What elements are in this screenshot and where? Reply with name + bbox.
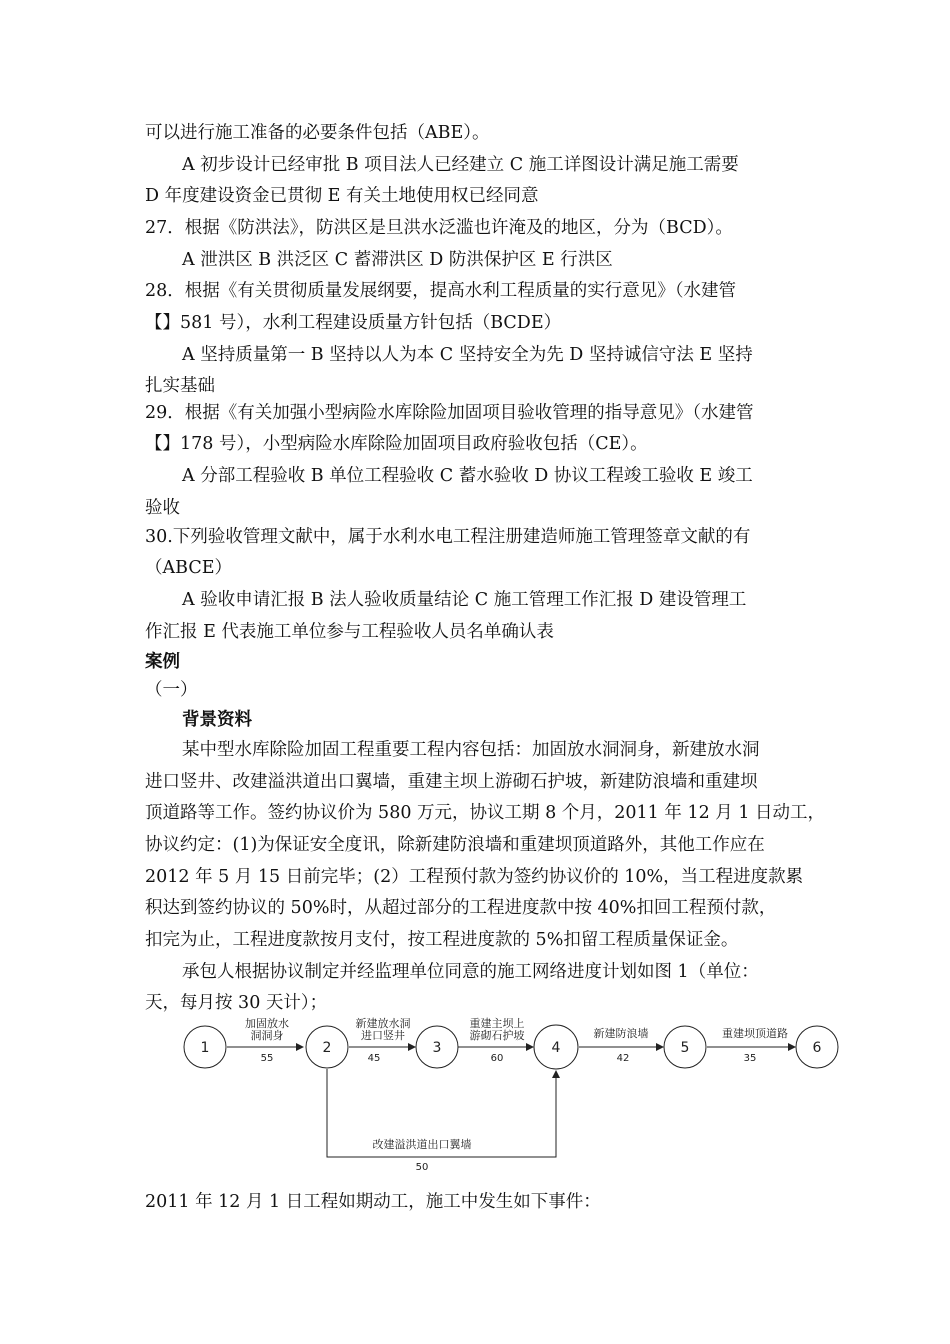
- activity-label: 重建坝顶道路: [722, 1027, 788, 1040]
- option-line: A 坚持质量第一 B 坚持以人为本 C 坚持安全为先 D 坚持诚信守法 E 坚持: [182, 345, 753, 365]
- activity-label: 改建溢洪道出口翼墙: [372, 1138, 472, 1151]
- svg-text:5: 5: [680, 1040, 690, 1056]
- paragraph-line: 承包人根据协议制定并经监理单位同意的施工网络进度计划如图 1（单位：: [182, 962, 759, 982]
- paragraph-line: 积达到签约协议的 50%时，从超过部分的工程进度款中按 40%扣回工程预付款，: [145, 898, 777, 918]
- activity-label: 重建主坝上: [469, 1017, 525, 1030]
- network-diagram: [175, 1012, 855, 1177]
- activity-duration: 45: [367, 1053, 381, 1064]
- text-line: 【】178 号），小型病险水库除险加固项目政府验收包括（CE）。: [145, 434, 648, 454]
- svg-text:1: 1: [200, 1040, 210, 1056]
- paragraph-line: 天，每月按 30 天计）；: [145, 993, 328, 1013]
- activity-label: 新建放水洞: [355, 1017, 411, 1030]
- question-29: 29．根据《有关加强小型病险水库除险加固项目验收管理的指导意见》（水建管: [145, 403, 754, 423]
- text-line: 【】581 号），水利工程建设质量方针包括（BCDE）: [145, 313, 562, 333]
- paragraph-line: 顶道路等工作。签约协议价为 580 万元，协议工期 8 个月，2011 年 12 月 1 日动工，: [145, 803, 826, 823]
- activity-label: 洞洞身: [250, 1029, 284, 1042]
- svg-text:4: 4: [551, 1040, 561, 1056]
- node-2: [306, 1026, 348, 1068]
- option-line: 作汇报 E 代表施工单位参与工程验收人员名单确认表: [145, 622, 554, 642]
- paragraph-line: 2012 年 5 月 15 日前完毕；(2）工程预付款为签约协议价的 10%，当工程进度款累: [145, 867, 804, 887]
- question-30: 30.下列验收管理文献中，属于水利水电工程注册建造师施工管理签章文献的有: [145, 527, 751, 547]
- activity-label: 新建防浪墙: [593, 1027, 649, 1040]
- activity-duration: 55: [260, 1053, 274, 1064]
- activity-duration: 42: [616, 1053, 630, 1064]
- node-5: [664, 1026, 706, 1068]
- activity-duration: 60: [490, 1053, 504, 1064]
- option-line: A 分部工程验收 B 单位工程验收 C 蓄水验收 D 协议工程竣工验收 E 竣工: [182, 466, 753, 486]
- subheading: 背景资料: [182, 710, 252, 730]
- option-line: 验收: [145, 498, 180, 518]
- section-heading: 案例: [145, 652, 180, 672]
- footer-line: 2011 年 12 月 1 日工程如期动工，施工中发生如下事件：: [145, 1192, 601, 1212]
- paragraph-line: 进口竖井、改建溢洪道出口翼墙，重建主坝上游砌石护坡，新建防浪墙和重建坝: [145, 772, 758, 792]
- activity-label: 进口竖井: [361, 1029, 405, 1042]
- paragraph-line: 某中型水库除险加固工程重要工程内容包括：加固放水洞洞身，新建放水洞: [182, 740, 760, 760]
- question-28: 28．根据《有关贯彻质量发展纲要，提高水利工程质量的实行意见》（水建管: [145, 281, 737, 301]
- option-line: 扎实基础: [145, 376, 215, 396]
- option-line: D 年度建设资金已贯彻 E 有关土地使用权已经同意: [145, 186, 539, 206]
- option-line: A 初步设计已经审批 B 项目法人已经建立 C 施工详图设计满足施工需要: [182, 155, 739, 175]
- case-number: （一）: [145, 680, 198, 700]
- svg-text:3: 3: [432, 1040, 442, 1056]
- option-line: A 验收申请汇报 B 法人验收质量结论 C 施工管理工作汇报 D 建设管理工: [182, 590, 747, 610]
- question-27: 27．根据《防洪法》，防洪区是旦洪水泛滥也许淹及的地区，分为（BCD）。: [145, 218, 733, 238]
- node-4: [534, 1025, 578, 1069]
- node-1: [184, 1026, 226, 1068]
- text-line: 可以进行施工准备的必要条件包括（ABE）。: [145, 123, 490, 143]
- activity-label: 加固放水: [245, 1017, 289, 1030]
- option-line: A 泄洪区 B 洪泛区 C 蓄滞洪区 D 防洪保护区 E 行洪区: [182, 250, 613, 270]
- paragraph-line: 协议约定：(1)为保证安全度讯，除新建防浪墙和重建坝顶道路外，其他工作应在: [145, 835, 765, 855]
- activity-label: 游砌石护坡: [469, 1029, 525, 1042]
- activity-duration: 50: [415, 1162, 429, 1173]
- activity-duration: 35: [743, 1053, 757, 1064]
- paragraph-line: 扣完为止，工程进度款按月支付，按工程进度款的 5%扣留工程质量保证金。: [145, 930, 739, 950]
- text-line: （ABCE）: [145, 558, 232, 578]
- svg-text:6: 6: [812, 1040, 822, 1056]
- svg-text:2: 2: [322, 1040, 332, 1056]
- node-6: [796, 1026, 838, 1068]
- node-3: [416, 1026, 458, 1068]
